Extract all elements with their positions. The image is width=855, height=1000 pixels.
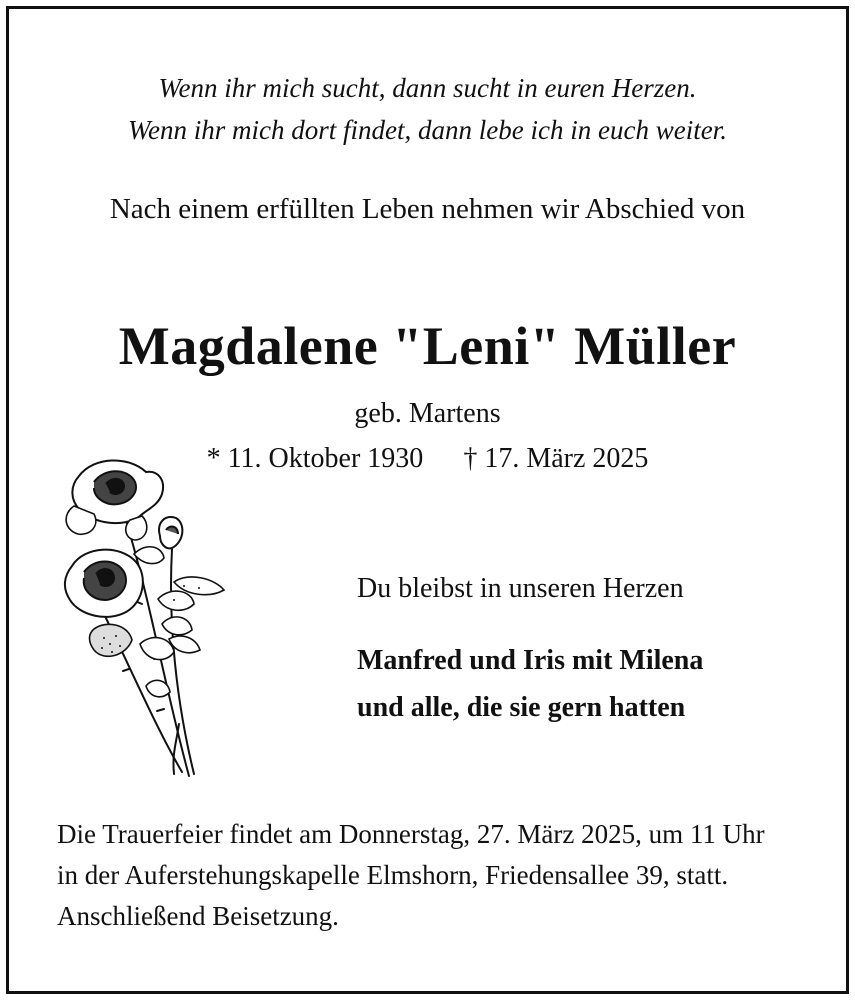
memorial-quote — [9, 67, 846, 151]
roses-illustration-icon — [54, 454, 229, 784]
birth-date: * 11. Oktober 1930 — [206, 443, 424, 474]
intro-text: Nach einem erfüllten Leben nehmen wir Abschied von — [109, 193, 746, 225]
obituary-notice — [6, 6, 849, 994]
mourner-line: Manfred und Iris mit Milena — [357, 645, 704, 676]
service-line: Die Trauerfeier findet am Donnerstag, 27. März 2025, um 11 Uhr — [57, 819, 765, 849]
deceased-name: Magdalene "Leni" Müller — [118, 316, 737, 376]
mourners-list — [357, 637, 703, 731]
quote-line: Wenn ihr mich dort findet, dann lebe ich in euch weiter. — [128, 115, 727, 145]
maiden-name: geb. Martens — [354, 398, 501, 429]
service-line: Anschließend Beisetzung. — [57, 901, 339, 931]
service-line: in der Auferstehungskapelle Elmshorn, Friedensallee 39, statt. — [57, 860, 729, 890]
mourner-line: und alle, die sie gern hatten — [357, 692, 686, 723]
death-date: † 17. März 2025 — [463, 443, 649, 474]
quote-line: Wenn ihr mich sucht, dann sucht in euren Herzen. — [158, 73, 697, 103]
funeral-service-info — [57, 814, 765, 937]
remembrance-message: Du bleibst in unseren Herzen — [357, 573, 684, 604]
